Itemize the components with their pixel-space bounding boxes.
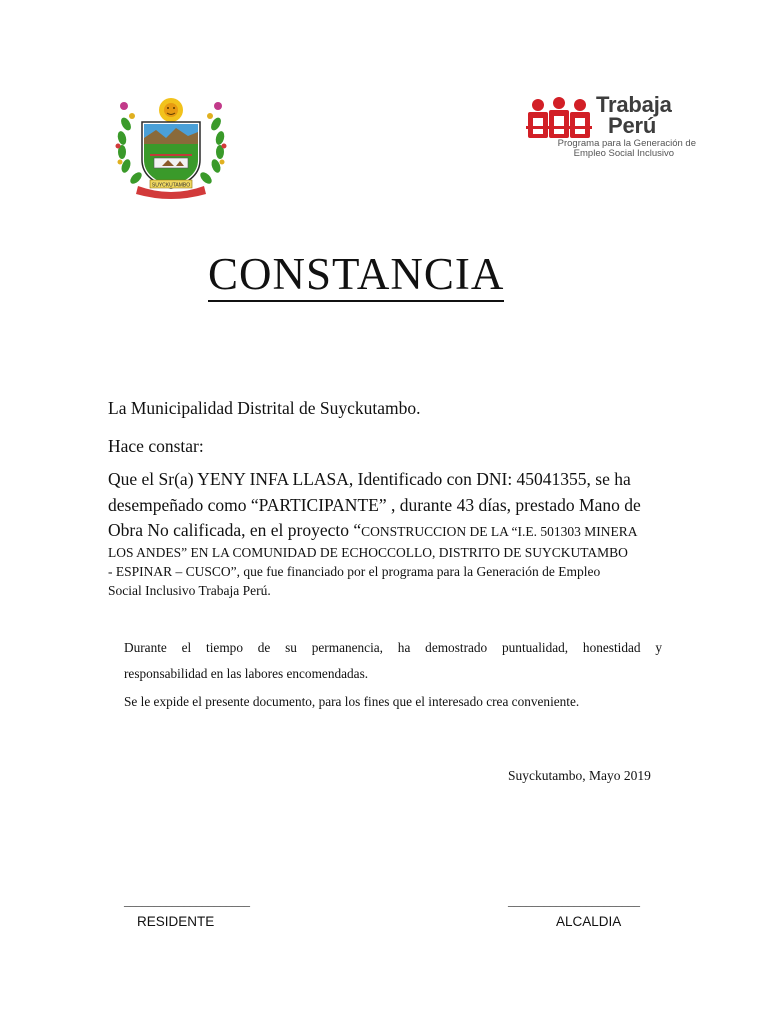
signature-label-alcaldia: ALCALDIA (556, 914, 622, 929)
signature-line-alcaldia: ______________________ (508, 894, 640, 908)
signature-label-resident: RESIDENTE (137, 914, 215, 929)
logo-subtitle-line2: Empleo Social Inclusivo (573, 148, 674, 159)
project-inline: CONSTRUCCION DE LA “I.E. 501303 MINERA (361, 524, 638, 539)
project-line-1: LOS ANDES” EN LA COMUNIDAD DE ECHOCCOLLO, DISTRITO DE SUYCKUTAMBO (108, 545, 628, 560)
paragraph-line-1: Que el Sr(a) YENY INFA LLASA, Identificado con DNI: 45041355, se ha (108, 469, 631, 489)
document-title: CONSTANCIA (208, 248, 504, 302)
municipal-coat-of-arms-icon (110, 94, 232, 202)
trabaja-peru-logo (524, 94, 696, 162)
financing-tail: , que fue financiado por el programa para la Generación de Empleo (236, 564, 601, 579)
paragraph-line-3 (108, 520, 638, 541)
project-line-2-text: - ESPINAR – CUSCO” (108, 564, 237, 579)
conduct-line-2: responsabilidad en las labores encomendadas. (124, 666, 369, 681)
project-line-2 (108, 563, 600, 581)
logo-title-line2: Perú (608, 113, 657, 138)
logo-title (596, 94, 696, 136)
trabaja-peru-people-icon (526, 96, 592, 140)
logo-subtitle (526, 139, 696, 159)
paragraph-line-2: desempeñado como “PARTICIPANTE” , durante 43 días, prestado Mano de (108, 495, 641, 515)
issuer-line: La Municipalidad Distrital de Suyckutambo. (108, 398, 421, 418)
place-date: Suyckutambo, Mayo 2019 (508, 768, 651, 783)
paragraph-line-3-text: Obra No calificada, en el proyecto “ (108, 520, 362, 540)
logo-subtitle-line1: Programa para la Generación de (557, 138, 696, 149)
financing-last: Social Inclusivo Trabaja Perú. (108, 583, 271, 598)
conduct-line-1: Durante el tiempo de su permanencia, ha demostrado puntualidad, honestidad y (124, 640, 662, 655)
signature-line-resident: _____________________ (124, 894, 250, 908)
logo-title-line1: Trabaja (596, 92, 672, 117)
hace-constar-line: Hace constar: (108, 436, 204, 456)
crest-ribbon-text: SUYCKUTAMBO (151, 182, 191, 189)
issued-line: Se le expide el presente documento, para los fines que el interesado crea conveniente. (124, 694, 580, 709)
